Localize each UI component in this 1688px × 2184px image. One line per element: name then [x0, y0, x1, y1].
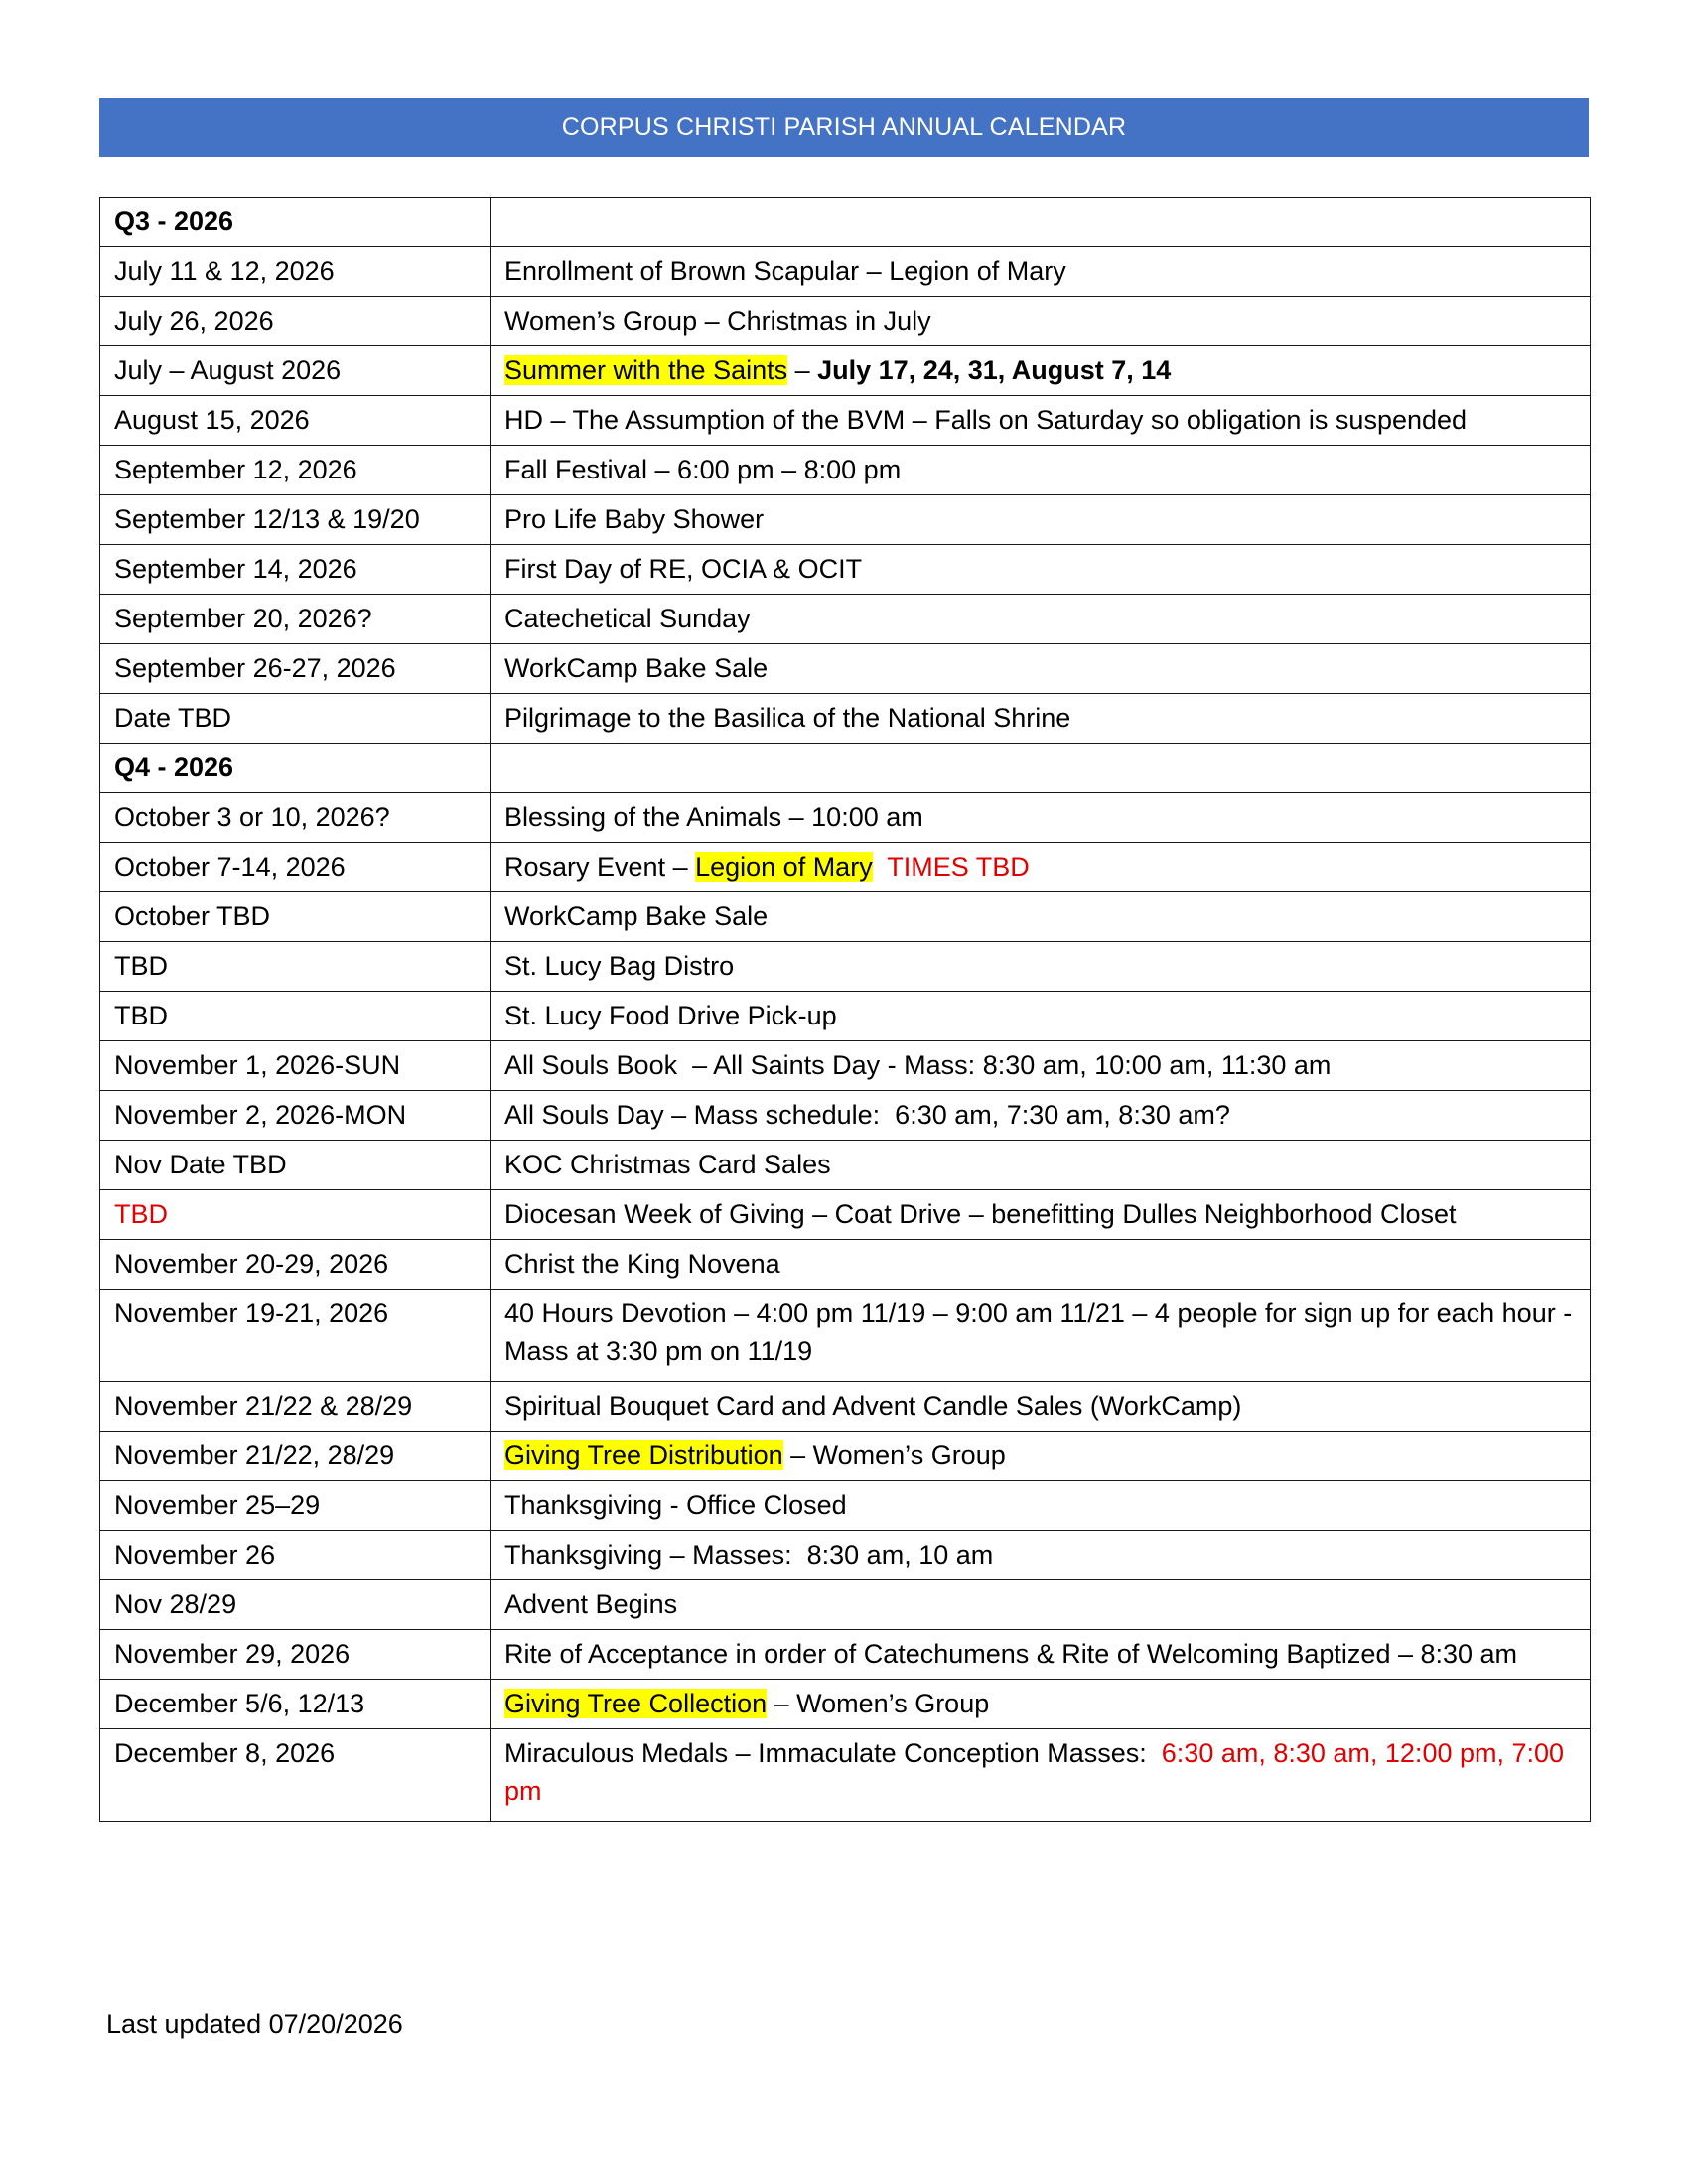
table-row	[100, 346, 1591, 396]
event-text: 40 Hours Devotion – 4:00 pm 11/19 – 9:00 am 11/21 – 4 people for sign up for each hour - Mass at 3:30 pm on 11/19	[504, 1298, 1595, 1366]
event-text: Catechetical Sunday	[504, 604, 751, 633]
date-cell: November 21/22, 28/29	[100, 1432, 491, 1481]
calendar-table	[99, 197, 1595, 1822]
date-cell: August 15, 2026	[100, 396, 491, 446]
event-cell	[491, 346, 1591, 396]
last-updated-note: Last updated 07/20/2026	[106, 2009, 403, 2039]
event-cell	[491, 297, 1591, 346]
event-cell	[491, 595, 1591, 644]
table-row	[100, 843, 1591, 892]
event-cell	[491, 843, 1591, 892]
table-row	[100, 694, 1591, 744]
date-cell: October TBD	[100, 892, 491, 942]
date-cell: September 14, 2026	[100, 545, 491, 595]
event-cell	[491, 396, 1591, 446]
date-cell: September 12/13 & 19/20	[100, 495, 491, 545]
event-cell	[491, 992, 1591, 1041]
event-text: St. Lucy Bag Distro	[504, 951, 735, 981]
alert-text: 6:30 am, 8:30 am, 12:00 pm, 7:00 pm	[504, 1738, 1572, 1806]
date-cell: July – August 2026	[100, 346, 491, 396]
table-row	[100, 1580, 1591, 1630]
event-text: Women’s Group – Christmas in July	[504, 306, 931, 336]
event-cell	[491, 793, 1591, 843]
quarter-label: Q3 - 2026	[100, 198, 491, 247]
highlighted-event-text: Summer with the Saints	[504, 355, 788, 385]
date-cell: September 26-27, 2026	[100, 644, 491, 694]
event-text: Blessing of the Animals – 10:00 am	[504, 802, 923, 832]
table-row	[100, 1630, 1591, 1680]
event-cell	[491, 644, 1591, 694]
event-text: HD – The Assumption of the BVM – Falls on Saturday so obligation is suspended	[504, 405, 1468, 435]
table-row	[100, 1432, 1591, 1481]
date-cell: November 19-21, 2026	[100, 1290, 491, 1382]
event-cell	[491, 892, 1591, 942]
event-text: KOC Christmas Card Sales	[504, 1150, 831, 1179]
event-cell	[491, 495, 1591, 545]
date-cell: July 26, 2026	[100, 297, 491, 346]
table-row	[100, 446, 1591, 495]
event-cell	[491, 1531, 1591, 1580]
event-text: Miraculous Medals – Immaculate Conception Masses:	[504, 1738, 1162, 1768]
date-cell: Nov 28/29	[100, 1580, 491, 1630]
date-cell: Date TBD	[100, 694, 491, 744]
event-text: Spiritual Bouquet Card and Advent Candle Sales (WorkCamp)	[504, 1391, 1242, 1421]
event-cell	[491, 1432, 1591, 1481]
quarter-label: Q4 - 2026	[100, 744, 491, 793]
table-row	[100, 396, 1591, 446]
event-cell	[491, 1382, 1591, 1432]
event-cell	[491, 545, 1591, 595]
table-row	[100, 1531, 1591, 1580]
event-cell	[491, 1580, 1591, 1630]
event-cell	[491, 1190, 1591, 1240]
event-cell	[491, 1041, 1591, 1091]
event-cell	[491, 744, 1591, 793]
event-text: Thanksgiving – Masses: 8:30 am, 10 am	[504, 1540, 994, 1570]
date-cell: November 26	[100, 1531, 491, 1580]
event-text: Diocesan Week of Giving – Coat Drive – benefitting Dulles Neighborhood Closet	[504, 1199, 1457, 1229]
event-text: –	[787, 355, 818, 385]
table-row	[100, 992, 1591, 1041]
event-text: All Souls Day – Mass schedule: 6:30 am, 7:30 am, 8:30 am?	[504, 1100, 1230, 1130]
table-row	[100, 942, 1591, 992]
highlighted-event-text: Legion of Mary	[695, 852, 873, 882]
highlighted-event-text: Giving Tree Collection	[504, 1689, 768, 1718]
date-cell: TBD	[100, 942, 491, 992]
table-row	[100, 247, 1591, 297]
table-row	[100, 1190, 1591, 1240]
event-cell	[491, 1729, 1591, 1822]
table-row	[100, 595, 1591, 644]
table-row	[100, 1041, 1591, 1091]
event-cell	[491, 694, 1591, 744]
event-cell	[491, 446, 1591, 495]
table-row	[100, 1091, 1591, 1141]
event-text: Rite of Acceptance in order of Catechumens & Rite of Welcoming Baptized – 8:30 am	[504, 1639, 1518, 1669]
event-text: All Souls Book – All Saints Day - Mass: 8:30 am, 10:00 am, 11:30 am	[504, 1050, 1332, 1080]
table-row	[100, 1382, 1591, 1432]
event-text: Enrollment of Brown Scapular – Legion of Mary	[504, 256, 1066, 286]
event-text: St. Lucy Food Drive Pick-up	[504, 1001, 837, 1030]
date-cell: November 21/22 & 28/29	[100, 1382, 491, 1432]
event-text: WorkCamp Bake Sale	[504, 653, 769, 683]
table-row	[100, 793, 1591, 843]
date-cell: November 25–29	[100, 1481, 491, 1531]
table-row	[100, 1680, 1591, 1729]
calendar-table-body	[100, 198, 1595, 1822]
table-row	[100, 495, 1591, 545]
date-cell: November 29, 2026	[100, 1630, 491, 1680]
event-cell	[491, 1481, 1591, 1531]
event-cell	[491, 1680, 1591, 1729]
event-text: – Women’s Group	[767, 1689, 990, 1718]
event-text: First Day of RE, OCIA & OCIT	[504, 554, 863, 584]
alert-text: TIMES TBD	[887, 852, 1030, 882]
date-cell: July 11 & 12, 2026	[100, 247, 491, 297]
table-row	[100, 1729, 1591, 1822]
event-text: Pro Life Baby Shower	[504, 504, 765, 534]
event-cell	[491, 247, 1591, 297]
event-text: Rosary Event –	[504, 852, 696, 882]
event-cell	[491, 198, 1591, 247]
date-cell: November 2, 2026-MON	[100, 1091, 491, 1141]
table-row	[100, 1481, 1591, 1531]
calendar-title-banner	[99, 98, 1589, 157]
event-cell	[491, 1240, 1591, 1290]
date-cell: TBD	[100, 992, 491, 1041]
date-cell: October 7-14, 2026	[100, 843, 491, 892]
event-text: Pilgrimage to the Basilica of the National Shrine	[504, 703, 1071, 733]
event-cell	[491, 1091, 1591, 1141]
date-cell: November 1, 2026-SUN	[100, 1041, 491, 1091]
date-cell: TBD	[100, 1190, 491, 1240]
event-cell	[491, 1630, 1591, 1680]
table-row	[100, 1240, 1591, 1290]
table-row	[100, 545, 1591, 595]
event-text: WorkCamp Bake Sale	[504, 901, 769, 931]
event-cell	[491, 1290, 1595, 1382]
event-text: July 17, 24, 31, August 7, 14	[817, 355, 1172, 385]
event-text: Christ the King Novena	[504, 1249, 780, 1279]
event-text: Thanksgiving - Office Closed	[504, 1490, 847, 1520]
page-title: CORPUS CHRISTI PARISH ANNUAL CALENDAR	[561, 113, 1127, 141]
date-cell: December 8, 2026	[100, 1729, 491, 1822]
event-text: Fall Festival – 6:00 pm – 8:00 pm	[504, 455, 902, 484]
date-cell: December 5/6, 12/13	[100, 1680, 491, 1729]
table-row	[100, 297, 1591, 346]
table-row	[100, 1141, 1591, 1190]
date-cell: October 3 or 10, 2026?	[100, 793, 491, 843]
quarter-header-row	[100, 198, 1591, 247]
event-cell	[491, 1141, 1591, 1190]
event-cell	[491, 942, 1591, 992]
date-cell: September 20, 2026?	[100, 595, 491, 644]
date-cell: Nov Date TBD	[100, 1141, 491, 1190]
highlighted-event-text: Giving Tree Distribution	[504, 1440, 783, 1470]
date-cell: September 12, 2026	[100, 446, 491, 495]
table-row	[100, 1290, 1591, 1382]
event-text: – Women’s Group	[782, 1440, 1006, 1470]
table-row	[100, 644, 1591, 694]
quarter-header-row	[100, 744, 1591, 793]
event-text: Advent Begins	[504, 1589, 678, 1619]
date-cell: November 20-29, 2026	[100, 1240, 491, 1290]
table-row	[100, 892, 1591, 942]
event-text	[873, 852, 888, 882]
